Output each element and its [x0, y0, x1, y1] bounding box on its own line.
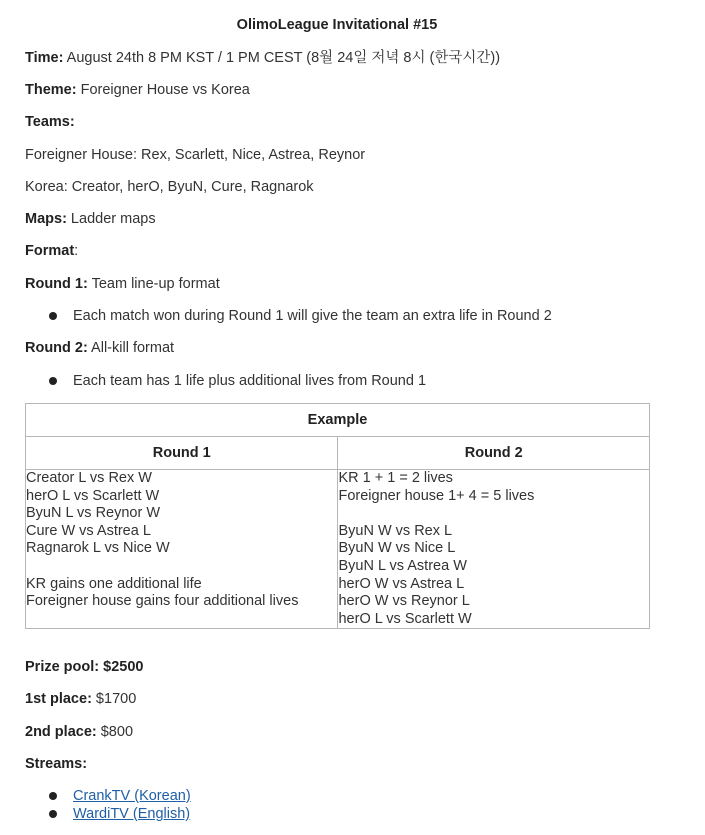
round1-line: [25, 275, 220, 293]
round2-results-cell: [338, 470, 650, 629]
result-line: ByuN L vs Reynor W: [26, 505, 161, 522]
result-line: Ragnarok L vs Nice W: [26, 540, 170, 557]
bullet-dot: [49, 377, 57, 385]
round1-label: Round 1:: [25, 276, 88, 292]
round2-line: [25, 339, 174, 357]
example-heading: Example: [26, 404, 650, 437]
result-line: Cure W vs Astrea L: [26, 522, 151, 539]
wardi-tv-link[interactable]: WardiTV (English): [73, 806, 191, 822]
round1-results-cell: [26, 470, 338, 629]
cranktv-link[interactable]: CrankTV (Korean): [73, 788, 191, 804]
time-value: August 24th 8 PM KST / 1 PM CEST (8월 24일 저녁 8시 (한국시간)): [63, 50, 501, 66]
blank-line: [26, 558, 337, 576]
round2-label: Round 2:: [25, 340, 88, 356]
round2-column-header: Round 2: [338, 437, 650, 470]
first-place-line: [25, 690, 136, 708]
format-value: :: [74, 243, 79, 259]
time-label: Time:: [25, 50, 64, 66]
result-line: ByuN L vs Astrea W: [338, 557, 467, 574]
maps-label: Maps:: [25, 211, 67, 227]
second-place-value: $800: [96, 724, 134, 740]
example-table: [25, 403, 650, 629]
bullet-dot: [49, 810, 57, 818]
prize-pool-label: Prize pool: $2500: [25, 659, 144, 675]
prize-pool-line: [25, 658, 143, 676]
round1-value: Team line-up format: [87, 276, 220, 292]
team-korea-line: Korea: Creator, herO, ByuN, Cure, Ragnarok: [25, 179, 314, 195]
streams-heading: [25, 755, 87, 773]
first-place-value: $1700: [91, 691, 137, 707]
teams-label: Teams:: [25, 114, 75, 130]
theme-label: Theme:: [25, 82, 77, 98]
maps-value: Ladder maps: [66, 211, 156, 227]
result-line: herO W vs Reynor L: [338, 593, 470, 610]
round2-bullet-text: Each team has 1 life plus additional lives from Round 1: [73, 373, 427, 389]
result-line: KR gains one additional life: [26, 575, 202, 592]
team-foreigner-line: Foreigner House: Rex, Scarlett, Nice, Astrea, Reynor: [25, 147, 366, 163]
result-line: KR 1 + 1 = 2 lives: [338, 470, 453, 486]
time-line: [25, 49, 500, 67]
bullet-dot: [49, 792, 57, 800]
blank-line: [338, 505, 649, 523]
result-line: herO L vs Scarlett W: [338, 610, 472, 627]
result-line: ByuN W vs Rex L: [338, 522, 453, 539]
round2-value: All-kill format: [87, 340, 175, 356]
round1-column-header: Round 1: [26, 437, 338, 470]
result-line: Foreigner house 1+ 4 = 5 lives: [338, 487, 535, 504]
round1-bullet-text: Each match won during Round 1 will give the team an extra life in Round 2: [73, 308, 552, 324]
first-place-label: 1st place:: [25, 691, 92, 707]
result-line: Creator L vs Rex W: [26, 470, 152, 486]
result-line: herO L vs Scarlett W: [26, 487, 160, 504]
theme-value: Foreigner House vs Korea: [76, 82, 250, 98]
teams-heading: [25, 113, 75, 131]
result-line: herO W vs Astrea L: [338, 575, 465, 592]
result-line: ByuN W vs Nice L: [338, 540, 456, 557]
streams-label: Streams:: [25, 756, 88, 772]
theme-line: [25, 81, 250, 99]
page-title: OlimoLeague Invitational #15: [236, 17, 438, 33]
format-label: Format: [25, 243, 75, 259]
second-place-label: 2nd place:: [25, 724, 97, 740]
second-place-line: [25, 723, 133, 741]
format-line: [25, 242, 78, 260]
result-line: Foreigner house gains four additional lives: [26, 593, 299, 610]
maps-line: [25, 210, 156, 228]
bullet-dot: [49, 312, 57, 320]
